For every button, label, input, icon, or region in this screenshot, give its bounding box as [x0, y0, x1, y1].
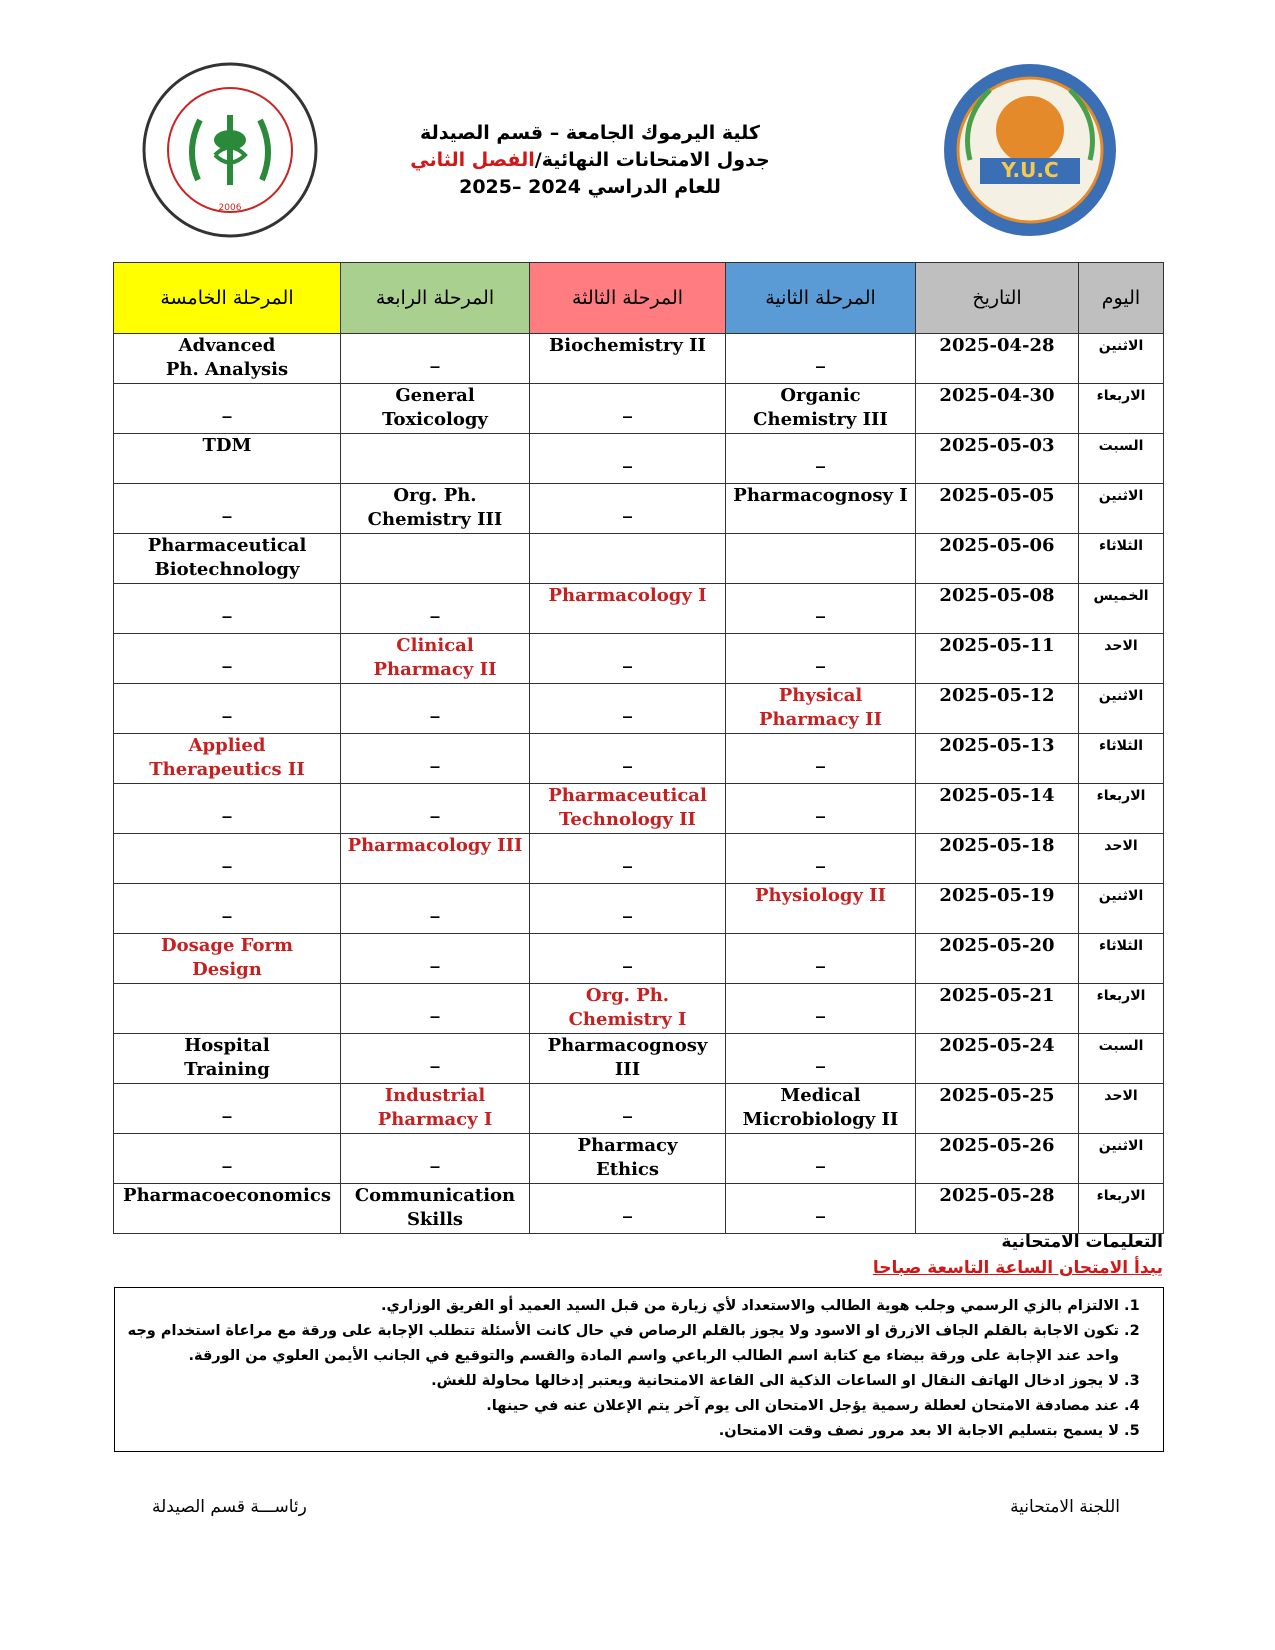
- table-row: [114, 1184, 1164, 1234]
- table-row: [114, 1134, 1164, 1184]
- table-row: [114, 984, 1164, 1034]
- cell-stage-2: Organic Chemistry III: [726, 384, 916, 434]
- cell-stage-5: Hospital Training: [114, 1034, 341, 1084]
- cell-date: 2025-05-03: [916, 434, 1079, 484]
- cell-stage-2: Physical Pharmacy II: [726, 684, 916, 734]
- instruction-item: 4. عند مصادفة الامتحان لعطلة رسمية يؤجل الامتحان الى يوم آخر يتم الإعلان عنه في حينها.: [125, 1394, 1119, 1419]
- cell-stage-3: Org. Ph. Chemistry I: [530, 984, 726, 1034]
- instruction-item: 1. الالتزام بالزي الرسمي وجلب هوية الطالب والاستعداد لأي زيارة من قبل السيد العميد أو الفريق الوزاري.: [125, 1294, 1119, 1319]
- cell-stage-2: _: [726, 734, 916, 784]
- cell-stage-3: Pharmaceutical Technology II: [530, 784, 726, 834]
- cell-day: الثلاثاء: [1079, 534, 1164, 584]
- cell-stage-5: Dosage Form Design: [114, 934, 341, 984]
- cell-stage-2: _: [726, 1034, 916, 1084]
- table-row: [114, 1084, 1164, 1134]
- cell-stage-2: _: [726, 1184, 916, 1234]
- cell-stage-5: [114, 984, 341, 1034]
- cell-date: 2025-05-24: [916, 1034, 1079, 1084]
- cell-stage-4: _: [341, 1034, 530, 1084]
- exam-start-time: يبدأ الامتحان الساعة التاسعة صباحا: [872, 1258, 1163, 1278]
- cell-stage-4: _: [341, 584, 530, 634]
- cell-stage-5: _: [114, 684, 341, 734]
- cell-day: الاثنين: [1079, 684, 1164, 734]
- cell-stage-4: _: [341, 934, 530, 984]
- table-row: [114, 884, 1164, 934]
- cell-date: 2025-05-11: [916, 634, 1079, 684]
- cell-stage-4: _: [341, 884, 530, 934]
- header-stage-4: المرحلة الرابعة: [341, 263, 530, 334]
- cell-stage-4: _: [341, 984, 530, 1034]
- cell-day: السبت: [1079, 434, 1164, 484]
- header-stage-2: المرحلة الثانية: [726, 263, 916, 334]
- cell-stage-4: Clinical Pharmacy II: [341, 634, 530, 684]
- college-title: كلية اليرموك الجامعة – قسم الصيدلة: [420, 122, 760, 144]
- table-row: [114, 384, 1164, 434]
- cell-stage-3: Pharmacology I: [530, 584, 726, 634]
- cell-day: الاربعاء: [1079, 384, 1164, 434]
- cell-stage-3: _: [530, 484, 726, 534]
- cell-date: 2025-05-12: [916, 684, 1079, 734]
- svg-text:2006: 2006: [218, 203, 242, 213]
- instruction-item: 3. لا يجوز ادخال الهاتف النقال او الساعات الذكية الى القاعة الامتحانية ويعتبر إدخالها محاولة للغش.: [125, 1369, 1119, 1394]
- academic-year: للعام الدراسي 2024 –2025: [459, 176, 721, 198]
- cell-stage-5: _: [114, 834, 341, 884]
- cell-stage-2: _: [726, 584, 916, 634]
- cell-stage-2: _: [726, 434, 916, 484]
- cell-stage-4: _: [341, 1134, 530, 1184]
- cell-date: 2025-05-21: [916, 984, 1079, 1034]
- cell-stage-5: Advanced Ph. Analysis: [114, 334, 341, 384]
- cell-stage-3: Pharmacy Ethics: [530, 1134, 726, 1184]
- cell-stage-3: _: [530, 734, 726, 784]
- cell-date: 2025-05-08: [916, 584, 1079, 634]
- cell-date: 2025-05-13: [916, 734, 1079, 784]
- cell-stage-5: _: [114, 784, 341, 834]
- cell-date: 2025-05-26: [916, 1134, 1079, 1184]
- cell-stage-2: _: [726, 334, 916, 384]
- table-row: [114, 434, 1164, 484]
- table-row: [114, 784, 1164, 834]
- cell-stage-2: _: [726, 784, 916, 834]
- cell-stage-5: _: [114, 884, 341, 934]
- cell-stage-5: _: [114, 384, 341, 434]
- instructions-list: [125, 1294, 1137, 1444]
- cell-stage-4: [341, 534, 530, 584]
- cell-stage-2: Medical Microbiology II: [726, 1084, 916, 1134]
- header-day: اليوم: [1079, 263, 1164, 334]
- cell-stage-3: _: [530, 834, 726, 884]
- cell-stage-5: _: [114, 634, 341, 684]
- cell-stage-3: _: [530, 1084, 726, 1134]
- cell-stage-5: Pharmacoeconomics: [114, 1184, 341, 1234]
- cell-stage-4: Communication Skills: [341, 1184, 530, 1234]
- cell-stage-5: _: [114, 584, 341, 634]
- header-stage-3: المرحلة الثالثة: [530, 263, 726, 334]
- cell-stage-4: Industrial Pharmacy I: [341, 1084, 530, 1134]
- cell-stage-4: _: [341, 784, 530, 834]
- cell-stage-5: Pharmaceutical Biotechnology: [114, 534, 341, 584]
- cell-stage-4: Org. Ph. Chemistry III: [341, 484, 530, 534]
- cell-day: الاثنين: [1079, 884, 1164, 934]
- cell-stage-2: _: [726, 634, 916, 684]
- cell-stage-2: Pharmacognosy I: [726, 484, 916, 534]
- cell-stage-5: _: [114, 1134, 341, 1184]
- table-row: [114, 634, 1164, 684]
- cell-day: الاثنين: [1079, 334, 1164, 384]
- instructions-box: [114, 1287, 1164, 1452]
- cell-stage-4: _: [341, 734, 530, 784]
- svg-text:Y.U.C: Y.U.C: [1001, 158, 1059, 182]
- cell-stage-5: Applied Therapeutics II: [114, 734, 341, 784]
- cell-stage-3: [530, 534, 726, 584]
- cell-date: 2025-05-06: [916, 534, 1079, 584]
- cell-date: 2025-04-28: [916, 334, 1079, 384]
- cell-day: الثلاثاء: [1079, 934, 1164, 984]
- header-stage-5: المرحلة الخامسة: [114, 263, 341, 334]
- header-date: التاريخ: [916, 263, 1079, 334]
- cell-stage-2: [726, 534, 916, 584]
- schedule-title: جدول الامتحانات النهائية/الفصل الثاني: [410, 149, 770, 171]
- table-row: [114, 834, 1164, 884]
- table-row: [114, 334, 1164, 384]
- cell-date: 2025-04-30: [916, 384, 1079, 434]
- table-row: [114, 534, 1164, 584]
- cell-stage-3: Biochemistry II: [530, 334, 726, 384]
- cell-day: الاحد: [1079, 1084, 1164, 1134]
- cell-stage-3: _: [530, 1184, 726, 1234]
- cell-day: الاربعاء: [1079, 784, 1164, 834]
- cell-stage-4: General Toxicology: [341, 384, 530, 434]
- cell-stage-3: _: [530, 384, 726, 434]
- cell-stage-3: _: [530, 434, 726, 484]
- cell-stage-2: _: [726, 934, 916, 984]
- instruction-item: 2. تكون الاجابة بالقلم الجاف الازرق او الاسود ولا يجوز بالقلم الرصاص في حال كانت الأسئلة تتطلب الإجابة على ورقة مع مراعاة استخدام وجه واحد عند الإجابة على ورقة بيضاء مع كتابة اسم الطالب الرباعي واسم المادة والقسم والتوقيع في الجانب الأيمن العلوي من الورقة.: [125, 1319, 1119, 1369]
- exam-committee-signature: اللجنة الامتحانية: [1010, 1497, 1120, 1517]
- cell-stage-3: _: [530, 684, 726, 734]
- cell-day: الاثنين: [1079, 484, 1164, 534]
- cell-date: 2025-05-14: [916, 784, 1079, 834]
- table-row: [114, 684, 1164, 734]
- instructions-title: التعليمات الامتحانية: [1001, 1232, 1163, 1252]
- cell-stage-3: Pharmacognosy III: [530, 1034, 726, 1084]
- cell-stage-3: _: [530, 634, 726, 684]
- cell-date: 2025-05-20: [916, 934, 1079, 984]
- cell-stage-2: Physiology II: [726, 884, 916, 934]
- cell-stage-5: _: [114, 1084, 341, 1134]
- table-row: [114, 584, 1164, 634]
- semester-label: الفصل الثاني: [410, 149, 535, 171]
- department-presidency-signature: رئاســـة قسم الصيدلة: [152, 1497, 307, 1517]
- cell-stage-3: _: [530, 934, 726, 984]
- cell-date: 2025-05-28: [916, 1184, 1079, 1234]
- table-row: [114, 934, 1164, 984]
- cell-stage-4: Pharmacology III: [341, 834, 530, 884]
- cell-day: الاحد: [1079, 634, 1164, 684]
- college-logo: [940, 60, 1120, 240]
- cell-stage-2: _: [726, 1134, 916, 1184]
- table-header-row: [114, 263, 1164, 334]
- cell-day: الاربعاء: [1079, 984, 1164, 1034]
- exam-schedule-table: [113, 262, 1164, 1234]
- table-row: [114, 1034, 1164, 1084]
- cell-stage-4: [341, 434, 530, 484]
- cell-stage-5: _: [114, 484, 341, 534]
- cell-day: السبت: [1079, 1034, 1164, 1084]
- cell-date: 2025-05-19: [916, 884, 1079, 934]
- cell-stage-5: TDM: [114, 434, 341, 484]
- cell-day: الاحد: [1079, 834, 1164, 884]
- cell-day: الاثنين: [1079, 1134, 1164, 1184]
- cell-day: الاربعاء: [1079, 1184, 1164, 1234]
- table-row: [114, 484, 1164, 534]
- pharmacy-department-logo: [140, 60, 320, 240]
- table-row: [114, 734, 1164, 784]
- cell-stage-2: _: [726, 834, 916, 884]
- cell-stage-3: _: [530, 884, 726, 934]
- instruction-item: 5. لا يسمح بتسليم الاجابة الا بعد مرور نصف وقت الامتحان.: [125, 1419, 1119, 1444]
- cell-date: 2025-05-25: [916, 1084, 1079, 1134]
- cell-stage-4: _: [341, 334, 530, 384]
- cell-stage-2: _: [726, 984, 916, 1034]
- cell-date: 2025-05-05: [916, 484, 1079, 534]
- cell-stage-4: _: [341, 684, 530, 734]
- cell-day: الثلاثاء: [1079, 734, 1164, 784]
- cell-day: الخميس: [1079, 584, 1164, 634]
- document-header: [380, 120, 800, 201]
- cell-date: 2025-05-18: [916, 834, 1079, 884]
